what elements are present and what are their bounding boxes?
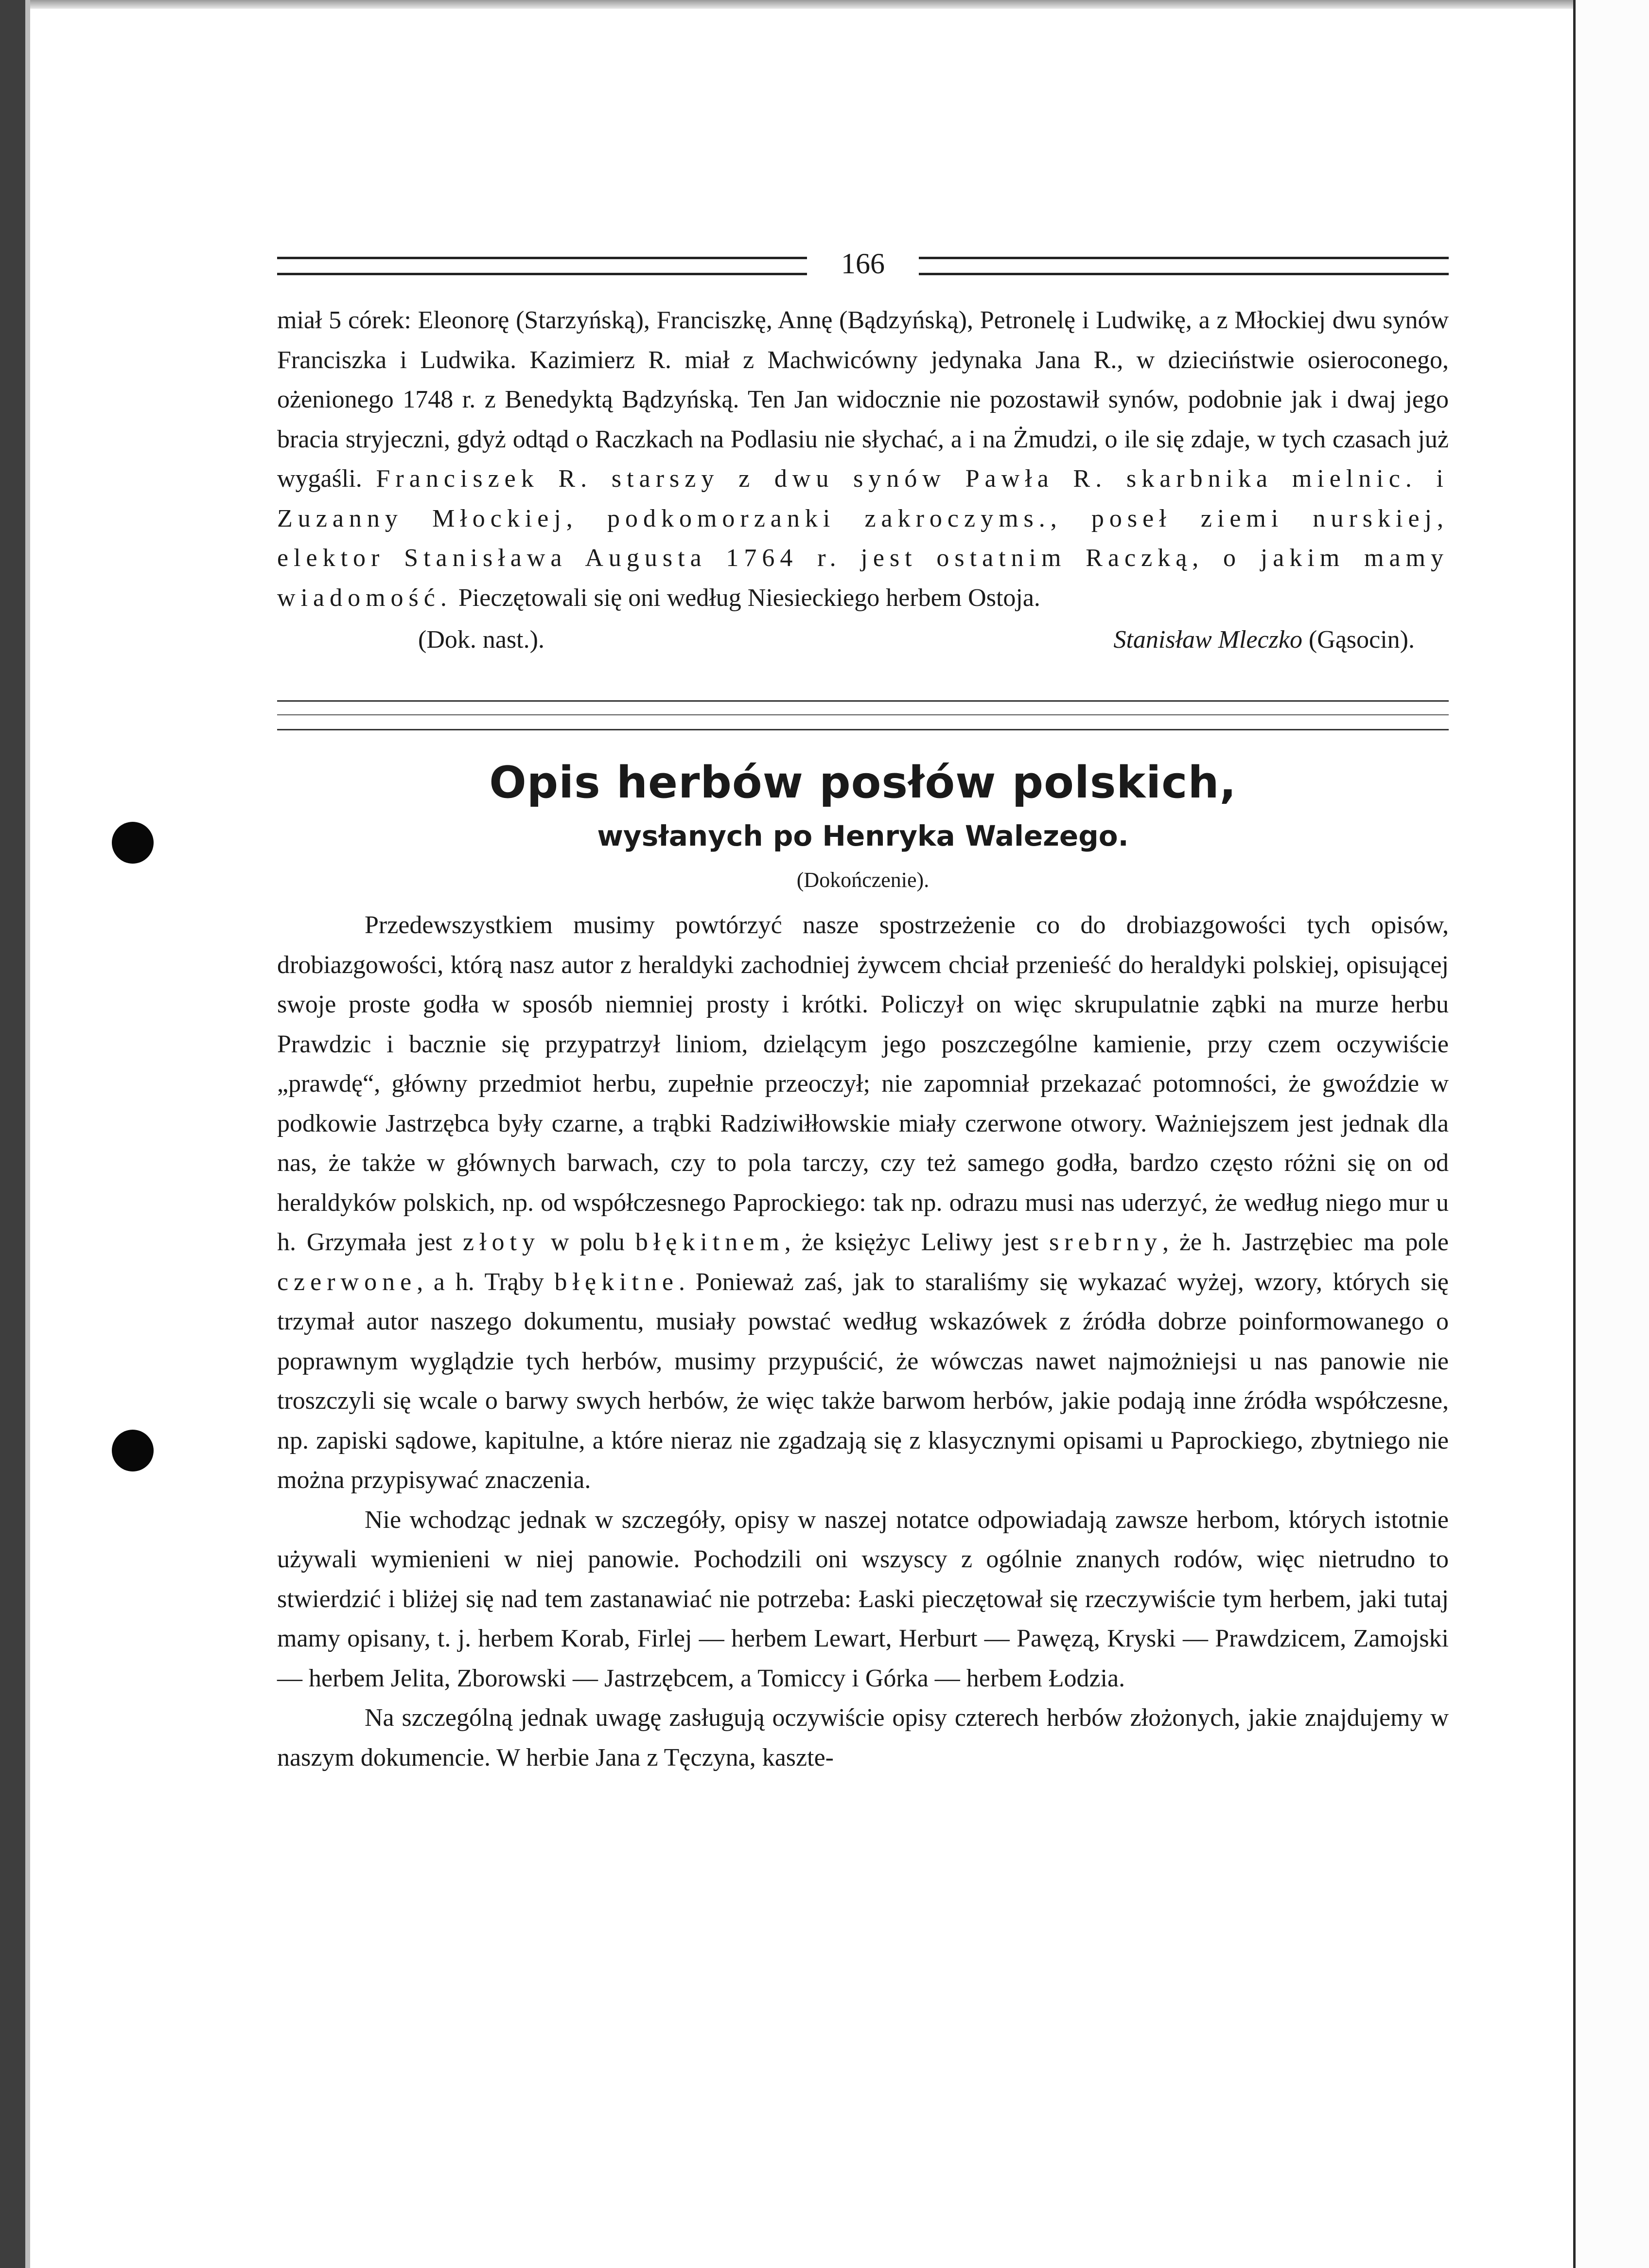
article-paragraph: [277, 1698, 1449, 1777]
text-run: miał 5 córek: Eleonorę (Starzyńską), Franciszkę, Annę (Bądzyńską), Petronelę i Ludwikę, a z Młockiej dwu synów Franciszka i Ludwika. Kazimierz R. miał z Machwicówny jedynaka Jana R., w dzieciństwie osieroconego, ożenionego 1748 r. z Benedyktą Bądzyńską. Ten Jan widocznie nie pozostawił synów, podobnie jak i dwaj jego bracia stryjeczni, gdyż odtąd o Raczkach na Podlasiu nie słychać, a i na Żmudzi, o ile się zdaje, w tych czasach już wygaśli.: [277, 306, 1449, 493]
signature-line: [277, 620, 1449, 659]
text-run: Pieczętowali się oni według Niesieckiego herbem Ostoja.: [452, 584, 1040, 612]
article-subtitle: wysłanych po Henryka Walezego.: [597, 819, 1129, 852]
scan-left-edge: [25, 0, 30, 2268]
continued-note: (Dok. nast.).: [418, 626, 544, 654]
article-paragraph: [277, 905, 1449, 1500]
spaced-emphasis-text: błękitnem: [635, 1228, 785, 1256]
scan-right-margin: [1576, 0, 1649, 2268]
spaced-emphasis-text: Franciszek R. starszy z dwu synów Pawła R. skarbnika mielnic. i Zuzanny Młockiej, podkomorzanki zakroczyms., poseł ziemi nurskiej, elektor Stanisława Augusta 1764 r. jest ostatnim Raczką, o jakim mamy wiadomość.: [277, 465, 1449, 612]
spaced-emphasis-text: srebrny: [1049, 1228, 1163, 1256]
spaced-emphasis-text: błękitne: [554, 1268, 679, 1296]
article-continuation-note: (Dokończenie).: [796, 868, 930, 892]
scan-top-edge: [30, 0, 1649, 9]
author-place: (Gąsocin).: [1308, 626, 1415, 654]
page-header: [277, 238, 1449, 289]
author-name: Stanisław Mleczko: [1113, 626, 1302, 654]
article-title: Opis herbów posłów polskich,: [489, 757, 1237, 808]
text-run: , że h. Jastrzębiec ma pole: [1162, 1228, 1449, 1256]
text-run: Przedewszystkiem musimy powtórzyć nasze spostrzeżenie co do drobiazgowości tych opisów, drobiazgowości, którą nasz autor z heraldyki zachodniej żywcem chciał przenieść do heraldyki polskiej, opisującej swoje proste godła w sposób niemniej prosty i krótki. Policzył on więc skrupulatnie ząbki na murze herbu Prawdzic i bacznie się przypatrzył liniom, dzielącym jego poszczególne kamienie, przy czem oczywiście „prawdę“, główny przedmiot herbu, zupełnie przeoczył; nie zapomniał przekazać potomności, że gwoździe w podkowie Jastrzębca były czarne, a trąbki Radziwiłłowskie miały czerwone otwory. Ważniejszem jest jednak dla nas, że także w głównych barwach, czy to pola tarczy, czy też samego godła, bardzo często różni się on od heraldyków polskich, np. od współczesnego Paprockiego: tak np. odrazu musi nas uderzyć, że według niego mur u h. Grzymała jest: [277, 911, 1449, 1256]
punch-hole: [112, 1430, 154, 1471]
page-number: 166: [841, 248, 885, 280]
text-run: Nie wchodząc jednak w szczegóły, opisy w naszej notatce odpowiadają zawsze herbom, których istotnie używali wymienieni w niej panowie. Pochodzili oni wszyscy z ogólnie znanych rodów, więc nietrudno to stwierdzić i bliżej się nad tem zastanawiać nie potrzeba: Łaski pieczętował się rzeczywiście tym herbem, jaki tutaj mamy opisany, t. j. herbem Korab, Firlej — herbem Lewart, Herburt — Pawęzą, Kryski — Prawdzicem, Zamojski — herbem Jelita, Zborowski — Jastrzębcem, a Tomiccy i Górka — herbem Łodzia.: [277, 1506, 1449, 1692]
text-run: . Ponieważ zaś, jak to staraliśmy się wykazać wyżej, wzory, których się trzymał autor naszego dokumentu, musiały powstać według wskazówek z źródła dobrze poinformowanego o poprawnym wyglądzie tych herbów, musimy przypuścić, że wówczas nawet najmożniejsi u nas panowie nie troszczyli się wcale o barwy swych herbów, że więc także barwom herbów, jakie podają inne źródła współczesne, np. zapiski sądowe, kapitulne, a które nieraz nie zgadzają się z klasycznymi opisami u Paprockiego, zbytniego nie można przypisywać znaczenia.: [277, 1268, 1449, 1494]
text-run: w polu: [540, 1228, 635, 1256]
spaced-emphasis-text: czerwone: [277, 1268, 417, 1296]
text-run: , że księżyc Leliwy jest: [784, 1228, 1050, 1256]
punch-hole: [112, 822, 154, 864]
text-run: Na szczególną jednak uwagę zasługują oczywiście opisy czterech herbów złożonych, jakie znajdujemy w naszym dokumencie. W herbie Jana z Tęczyna, kaszte-: [277, 1704, 1449, 1772]
article-body: [277, 905, 1449, 1777]
scan-left-border: [0, 0, 25, 2268]
page-content: [277, 238, 1449, 1777]
spaced-emphasis-text: złoty: [463, 1228, 541, 1256]
article-paragraph: [277, 1500, 1449, 1699]
previous-article-paragraph: [277, 301, 1449, 618]
section-divider: [277, 700, 1449, 730]
author-signature: [1113, 620, 1415, 659]
text-run: , a h. Trąby: [417, 1268, 555, 1296]
